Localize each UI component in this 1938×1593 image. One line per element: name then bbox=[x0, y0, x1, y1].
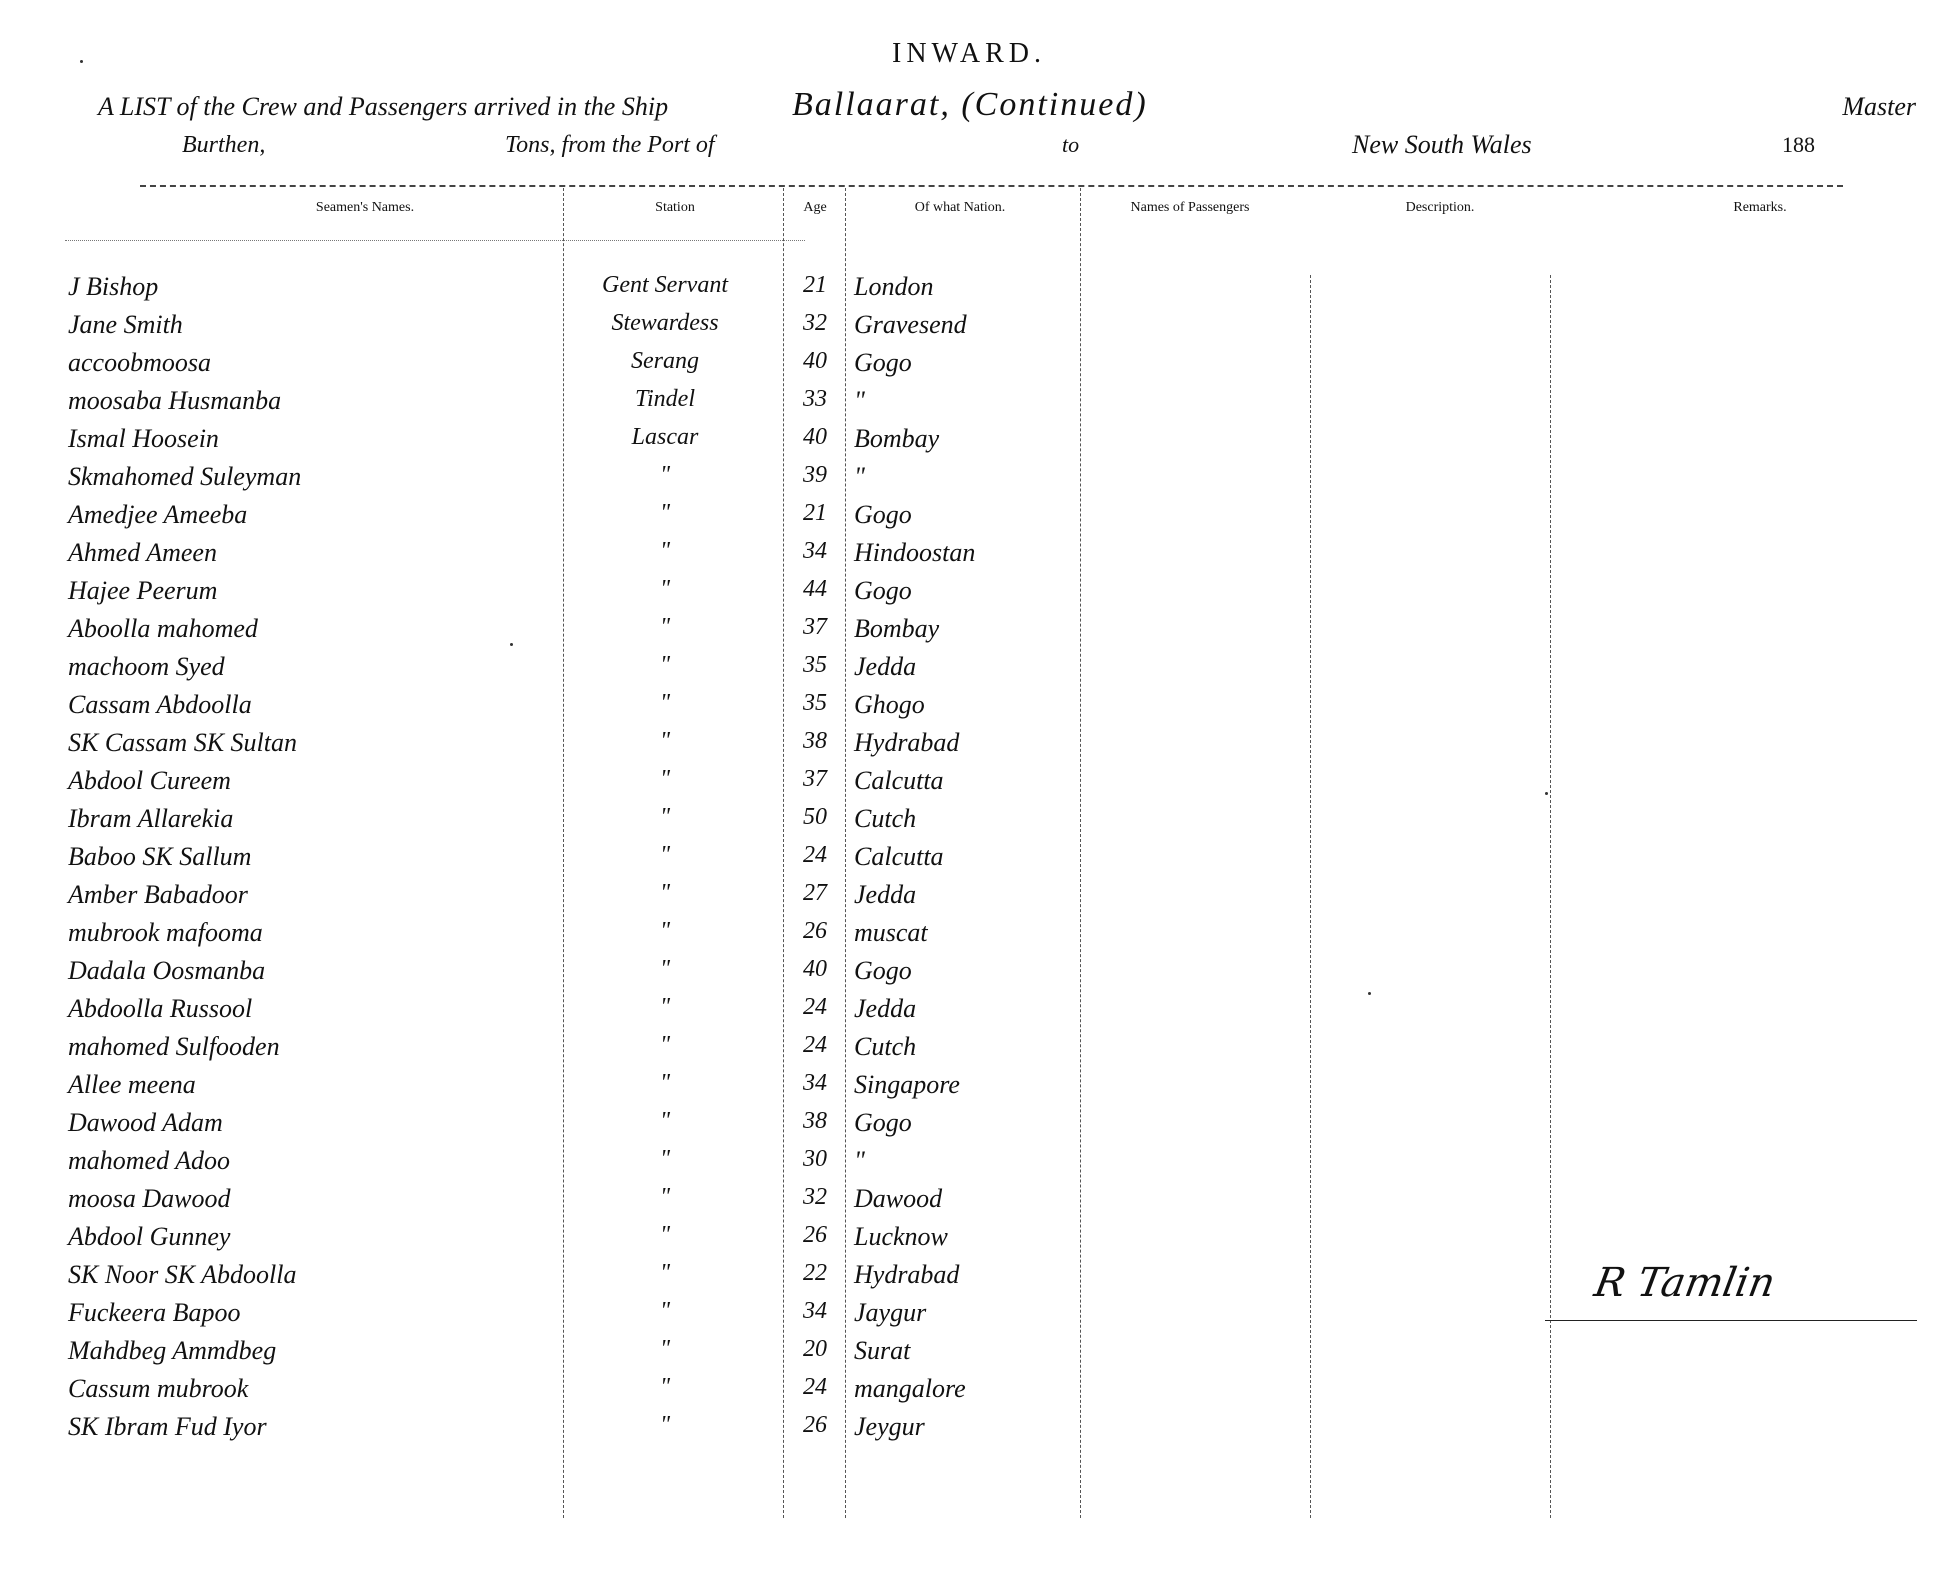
ink-speck bbox=[1368, 992, 1371, 995]
table-row bbox=[0, 688, 1938, 726]
station: " bbox=[659, 918, 671, 944]
station: " bbox=[659, 690, 671, 716]
seaman-name: Dawood Adam bbox=[68, 1108, 223, 1137]
nation: Jedda bbox=[854, 880, 917, 909]
age: 20 bbox=[803, 1336, 827, 1362]
seaman-name: Ismal Hoosein bbox=[68, 424, 219, 453]
station: " bbox=[659, 956, 671, 982]
station: " bbox=[659, 766, 671, 792]
nation: Jaygur bbox=[854, 1298, 927, 1327]
table-row bbox=[0, 574, 1938, 612]
station: " bbox=[659, 462, 671, 488]
table-row bbox=[0, 878, 1938, 916]
station: " bbox=[659, 804, 671, 830]
nation: muscat bbox=[854, 918, 928, 947]
table-row bbox=[0, 498, 1938, 536]
table-row bbox=[0, 1182, 1938, 1220]
nation: Ghogo bbox=[854, 690, 925, 719]
list-heading: A LIST of the Crew and Passengers arrived in the Ship bbox=[98, 92, 669, 121]
station: " bbox=[659, 1032, 671, 1058]
station: " bbox=[659, 1260, 671, 1286]
nation: Singapore bbox=[854, 1070, 960, 1099]
age: 24 bbox=[803, 1032, 827, 1058]
year-label: 188 bbox=[1782, 132, 1815, 157]
nation: " bbox=[854, 462, 865, 491]
station: " bbox=[659, 1336, 671, 1362]
nation: Cutch bbox=[854, 1032, 917, 1061]
age: 32 bbox=[803, 1184, 827, 1210]
nation: Gogo bbox=[854, 576, 912, 605]
nation: Hindoostan bbox=[854, 538, 976, 567]
age: 37 bbox=[803, 766, 827, 792]
nation: Hydrabad bbox=[854, 1260, 960, 1289]
station: Tindel bbox=[634, 386, 695, 412]
seaman-name: Fuckeera Bapoo bbox=[68, 1298, 241, 1327]
burthen-label: Burthen, bbox=[182, 132, 266, 158]
seaman-name: mahomed Sulfooden bbox=[68, 1032, 280, 1061]
age: 38 bbox=[803, 728, 827, 754]
nation: mangalore bbox=[854, 1374, 966, 1403]
col-passengers: Names of Passengers bbox=[1130, 200, 1250, 215]
table-row bbox=[0, 346, 1938, 384]
table-row bbox=[0, 308, 1938, 346]
nation: Bombay bbox=[854, 614, 940, 643]
table-row bbox=[0, 1144, 1938, 1182]
seaman-name: Amedjee Ameeba bbox=[68, 500, 248, 529]
table-row bbox=[0, 992, 1938, 1030]
table-row bbox=[0, 764, 1938, 802]
age: 24 bbox=[803, 842, 827, 868]
table-row bbox=[0, 1372, 1938, 1410]
age: 34 bbox=[803, 1070, 827, 1096]
seaman-name: Abdoolla Russool bbox=[68, 994, 253, 1023]
nation: " bbox=[854, 1146, 865, 1175]
station: " bbox=[659, 1222, 671, 1248]
table-row bbox=[0, 536, 1938, 574]
seaman-name: Baboo SK Sallum bbox=[68, 842, 252, 871]
header-rule bbox=[140, 185, 1843, 187]
nation: Jeygur bbox=[854, 1412, 925, 1441]
ink-speck bbox=[1545, 792, 1548, 795]
nation: Bombay bbox=[854, 424, 940, 453]
seaman-name: Allee meena bbox=[68, 1070, 196, 1099]
age: 24 bbox=[803, 1374, 827, 1400]
col-description: Description. bbox=[1405, 200, 1475, 215]
nation: Calcutta bbox=[854, 842, 944, 871]
nation: Jedda bbox=[854, 994, 917, 1023]
nation: Gogo bbox=[854, 1108, 912, 1137]
nation: Dawood bbox=[854, 1184, 943, 1213]
station: " bbox=[659, 1108, 671, 1134]
table-row bbox=[0, 650, 1938, 688]
age: 24 bbox=[803, 994, 827, 1020]
age: 40 bbox=[803, 348, 827, 374]
nation: Gogo bbox=[854, 348, 912, 377]
station: " bbox=[659, 880, 671, 906]
seaman-name: Jane Smith bbox=[68, 310, 183, 339]
age: 34 bbox=[803, 1298, 827, 1324]
station: Stewardess bbox=[611, 310, 719, 336]
seaman-name: Cassum mubrook bbox=[68, 1374, 249, 1403]
seaman-name: machoom Syed bbox=[68, 652, 225, 681]
seaman-name: J Bishop bbox=[68, 272, 159, 301]
table-row bbox=[0, 612, 1938, 650]
seaman-name: Dadala Oosmanba bbox=[68, 956, 266, 985]
age: 33 bbox=[803, 386, 827, 412]
station: " bbox=[659, 1070, 671, 1096]
col-seamens-names: Seamen's Names. bbox=[315, 200, 415, 215]
ink-speck bbox=[80, 60, 83, 63]
seaman-name: Aboolla mahomed bbox=[68, 614, 258, 643]
nation: Gravesend bbox=[854, 310, 967, 339]
nation: Surat bbox=[854, 1336, 911, 1365]
nation: Gogo bbox=[854, 956, 912, 985]
station: Lascar bbox=[631, 424, 699, 450]
station: " bbox=[659, 1298, 671, 1324]
nation: Gogo bbox=[854, 500, 912, 529]
station: " bbox=[659, 614, 671, 640]
nation: Lucknow bbox=[854, 1222, 948, 1251]
station: " bbox=[659, 1184, 671, 1210]
age: 40 bbox=[803, 956, 827, 982]
document-title: INWARD. bbox=[892, 38, 1046, 69]
station: " bbox=[659, 1412, 671, 1438]
seaman-name: accoobmoosa bbox=[68, 348, 211, 377]
seaman-name: Mahdbeg Ammdbeg bbox=[68, 1336, 277, 1365]
station: " bbox=[659, 576, 671, 602]
age: 30 bbox=[803, 1146, 827, 1172]
age: 38 bbox=[803, 1108, 827, 1134]
age: 37 bbox=[803, 614, 827, 640]
nation: Cutch bbox=[854, 804, 917, 833]
table-row bbox=[0, 840, 1938, 878]
remarks-signature: R Tamlin bbox=[1590, 1260, 1779, 1306]
col-nation: Of what Nation. bbox=[914, 200, 1006, 215]
station: " bbox=[659, 994, 671, 1020]
col-station: Station bbox=[655, 200, 695, 215]
station: " bbox=[659, 500, 671, 526]
station: Gent Servant bbox=[602, 272, 728, 298]
ink-speck bbox=[510, 643, 513, 646]
nation: Calcutta bbox=[854, 766, 944, 795]
seaman-name: moosaba Husmanba bbox=[68, 386, 282, 415]
signature-underline bbox=[1545, 1320, 1917, 1321]
age: 34 bbox=[803, 538, 827, 564]
station: " bbox=[659, 1146, 671, 1172]
age: 35 bbox=[803, 652, 827, 678]
age: 21 bbox=[803, 272, 827, 298]
seaman-name: mahomed Adoo bbox=[68, 1146, 231, 1175]
to-label: to bbox=[1062, 132, 1080, 157]
seaman-name: Cassam Abdoolla bbox=[68, 690, 252, 719]
table-row bbox=[0, 802, 1938, 840]
seaman-name: Amber Babadoor bbox=[68, 880, 248, 909]
table-row bbox=[0, 916, 1938, 954]
station: " bbox=[659, 728, 671, 754]
table-row bbox=[0, 270, 1938, 308]
nation: Hydrabad bbox=[854, 728, 960, 757]
seaman-name: Abdool Gunney bbox=[68, 1222, 231, 1251]
age: 26 bbox=[803, 1222, 827, 1248]
nation: Jedda bbox=[854, 652, 917, 681]
table-row bbox=[0, 1220, 1938, 1258]
seaman-name: moosa Dawood bbox=[68, 1184, 231, 1213]
table-row bbox=[0, 726, 1938, 764]
age: 39 bbox=[803, 462, 827, 488]
sub-header-rule bbox=[65, 240, 805, 241]
col-remarks: Remarks. bbox=[1733, 200, 1787, 215]
table-row bbox=[0, 1334, 1938, 1372]
destination-port: New South Wales bbox=[1352, 130, 1532, 159]
seaman-name: SK Noor SK Abdoolla bbox=[68, 1260, 297, 1289]
table-row bbox=[0, 422, 1938, 460]
seaman-name: Skmahomed Suleyman bbox=[68, 462, 302, 491]
age: 32 bbox=[803, 310, 827, 336]
table-row bbox=[0, 384, 1938, 422]
age: 21 bbox=[803, 500, 827, 526]
station: " bbox=[659, 538, 671, 564]
nation: London bbox=[854, 272, 934, 301]
table-row bbox=[0, 1106, 1938, 1144]
seaman-name: SK Ibram Fud Iyor bbox=[68, 1412, 267, 1441]
table-row bbox=[0, 1030, 1938, 1068]
seaman-name: Ahmed Ameen bbox=[68, 538, 217, 567]
age: 40 bbox=[803, 424, 827, 450]
col-age: Age bbox=[803, 200, 827, 215]
station: " bbox=[659, 652, 671, 678]
table-row bbox=[0, 460, 1938, 498]
nation: " bbox=[854, 386, 865, 415]
table-row bbox=[0, 954, 1938, 992]
seaman-name: SK Cassam SK Sultan bbox=[68, 728, 297, 757]
age: 35 bbox=[803, 690, 827, 716]
age: 50 bbox=[803, 804, 827, 830]
age: 44 bbox=[803, 576, 827, 602]
seaman-name: mubrook mafooma bbox=[68, 918, 263, 947]
tons-port-label: Tons, from the Port of bbox=[505, 132, 715, 158]
age: 26 bbox=[803, 1412, 827, 1438]
table-row bbox=[0, 1068, 1938, 1106]
seaman-name: Abdool Cureem bbox=[68, 766, 231, 795]
seaman-name: Ibram Allarekia bbox=[68, 804, 234, 833]
table-row bbox=[0, 1410, 1938, 1448]
station: " bbox=[659, 842, 671, 868]
seaman-name: Hajee Peerum bbox=[68, 576, 218, 605]
age: 22 bbox=[803, 1260, 827, 1286]
station: " bbox=[659, 1374, 671, 1400]
age: 26 bbox=[803, 918, 827, 944]
ship-name: Ballaarat, (Continued) bbox=[792, 86, 1148, 123]
station: Serang bbox=[631, 348, 699, 374]
master-label: Master bbox=[1842, 92, 1916, 121]
age: 27 bbox=[803, 880, 827, 906]
